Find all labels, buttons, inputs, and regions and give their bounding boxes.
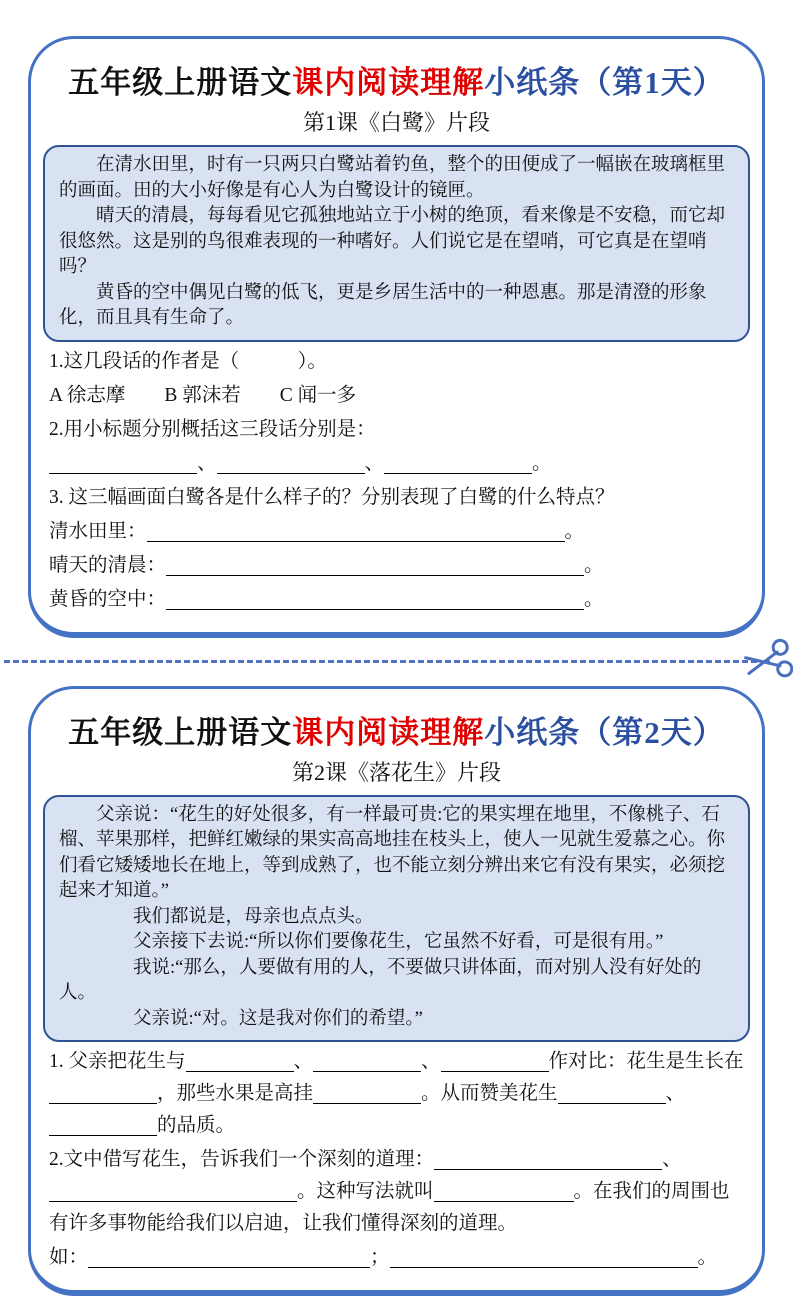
passage-paragraph: 晴天的清晨，每每看见它孤独地站立于小树的绝顶，看来像是不安稳，而它却很悠然。这是别的鸟很难表现的一种嗜好。人们说它是在望哨，可它真是在望哨吗？ xyxy=(59,204,734,281)
passage-paragraph: 黄昏的空中偶见白鹭的低飞，更是乡居生活中的一种恩惠。那是清澄的形象化，而且具有生命了。 xyxy=(59,281,734,332)
row-label: 清水田里： xyxy=(49,521,147,542)
passage-paragraph: 在清水田里，时有一只两只白鹭站着钓鱼，整个的田便成了一幅嵌在玻璃框里的画面。田的大小好像是有心人为白鹭设计的镜匣。 xyxy=(59,153,734,204)
answer-blank xyxy=(313,1052,421,1073)
passage-paragraph: 父亲说:“对。这是我对你们的希望。” xyxy=(59,1007,734,1033)
title-topic-part: 课内阅读理解 xyxy=(292,65,484,100)
answer-blank xyxy=(186,1052,294,1073)
blank-separator: 、 xyxy=(365,453,385,474)
worksheet-card-day1 xyxy=(28,36,765,638)
blank-end-punct: 。 xyxy=(565,521,585,542)
question-2: 2.用小标题分别概括这三段话分别是： xyxy=(49,414,744,446)
passage-paragraph: 父亲接下去说:“所以你们要像花生，它虽然不好看，可是很有用。” xyxy=(59,930,734,956)
passage-paragraph: 我们都说是，母亲也点点头。 xyxy=(59,905,734,931)
questions-day1 xyxy=(43,342,750,616)
scissors-icon xyxy=(739,634,793,690)
passage-box-day1 xyxy=(43,145,750,342)
title-day-part: 小纸条（第2天） xyxy=(484,715,725,750)
questions-day2 xyxy=(43,1042,750,1274)
title-grade-part: 五年级上册语文 xyxy=(68,65,292,100)
title-grade-part: 五年级上册语文 xyxy=(68,715,292,750)
answer-blank xyxy=(49,1182,297,1203)
answer-blank xyxy=(313,1084,421,1105)
title-day-part: 小纸条（第1天） xyxy=(484,65,725,100)
passage-paragraph: 父亲说：“花生的好处很多，有一样最可贵:它的果实埋在地里，不像桃子、石榴、苹果那样，把鲜红嫩绿的果实高高地挂在枝头上，使人一见就生爱慕之心。你们看它矮矮地长在地上，等到成熟了，也不能立刻分辨出来它有没有果实，必须挖起来才知道。” xyxy=(59,803,734,905)
answer-blank xyxy=(49,453,197,474)
answer-blank xyxy=(217,453,365,474)
blank-end-punct: 。 xyxy=(584,555,604,576)
question-1: 1. 父亲把花生与 、 、 作对比：花生是生长在，那些水果是高挂 。从而赞美花生 、的品质。 xyxy=(49,1046,744,1142)
answer-blank xyxy=(441,1052,549,1073)
answer-blank xyxy=(88,1248,370,1269)
answer-blank xyxy=(166,589,584,610)
card-title-day1 xyxy=(43,57,750,102)
answer-blank xyxy=(434,1150,662,1171)
answer-blank xyxy=(49,1084,157,1105)
question-2-blank-line xyxy=(49,448,744,480)
blank-separator: 、 xyxy=(197,453,217,474)
question-3: 3. 这三幅画面白鹭各是什么样子的？分别表现了白鹭的什么特点？ xyxy=(49,482,744,514)
worksheet-card-day2 xyxy=(28,686,765,1296)
row-label: 黄昏的空中： xyxy=(49,589,166,610)
card-title-day2 xyxy=(43,707,750,752)
lesson-subtitle-day2: 第2课《落花生》片段 xyxy=(43,756,750,787)
row-label: 晴天的清晨： xyxy=(49,555,166,576)
cut-line xyxy=(4,640,793,684)
answer-blank xyxy=(166,555,584,576)
worksheet-page xyxy=(0,36,793,1296)
question-2: 2.文中借写花生，告诉我们一个深刻的道理： 、。这种写法就叫 。在我们的周围也有许多事物能给我们以启迪，让我们懂得深刻的道理。 xyxy=(49,1144,744,1240)
blank-end-punct: 。 xyxy=(532,453,552,474)
question-3-row xyxy=(49,516,744,548)
answer-blank xyxy=(384,453,532,474)
answer-blank xyxy=(390,1248,698,1269)
blank-end-punct: 。 xyxy=(584,589,604,610)
question-1-options: A 徐志摩 B 郭沫若 C 闻一多 xyxy=(49,380,744,412)
dashed-line xyxy=(4,660,757,663)
passage-box-day2 xyxy=(43,795,750,1043)
question-3-row xyxy=(49,584,744,616)
passage-paragraph: 我说:“那么，人要做有用的人，不要做只讲体面，而对别人没有好处的人。 xyxy=(59,956,734,1007)
title-topic-part: 课内阅读理解 xyxy=(292,715,484,750)
example-line: 如： ； 。 xyxy=(49,1242,744,1274)
answer-blank xyxy=(558,1084,666,1105)
question-1: 1.这几段话的作者是（ ）。 xyxy=(49,346,744,378)
question-3-row xyxy=(49,550,744,582)
answer-blank xyxy=(147,521,565,542)
answer-blank xyxy=(434,1182,574,1203)
answer-blank xyxy=(49,1116,157,1137)
lesson-subtitle-day1: 第1课《白鹭》片段 xyxy=(43,106,750,137)
